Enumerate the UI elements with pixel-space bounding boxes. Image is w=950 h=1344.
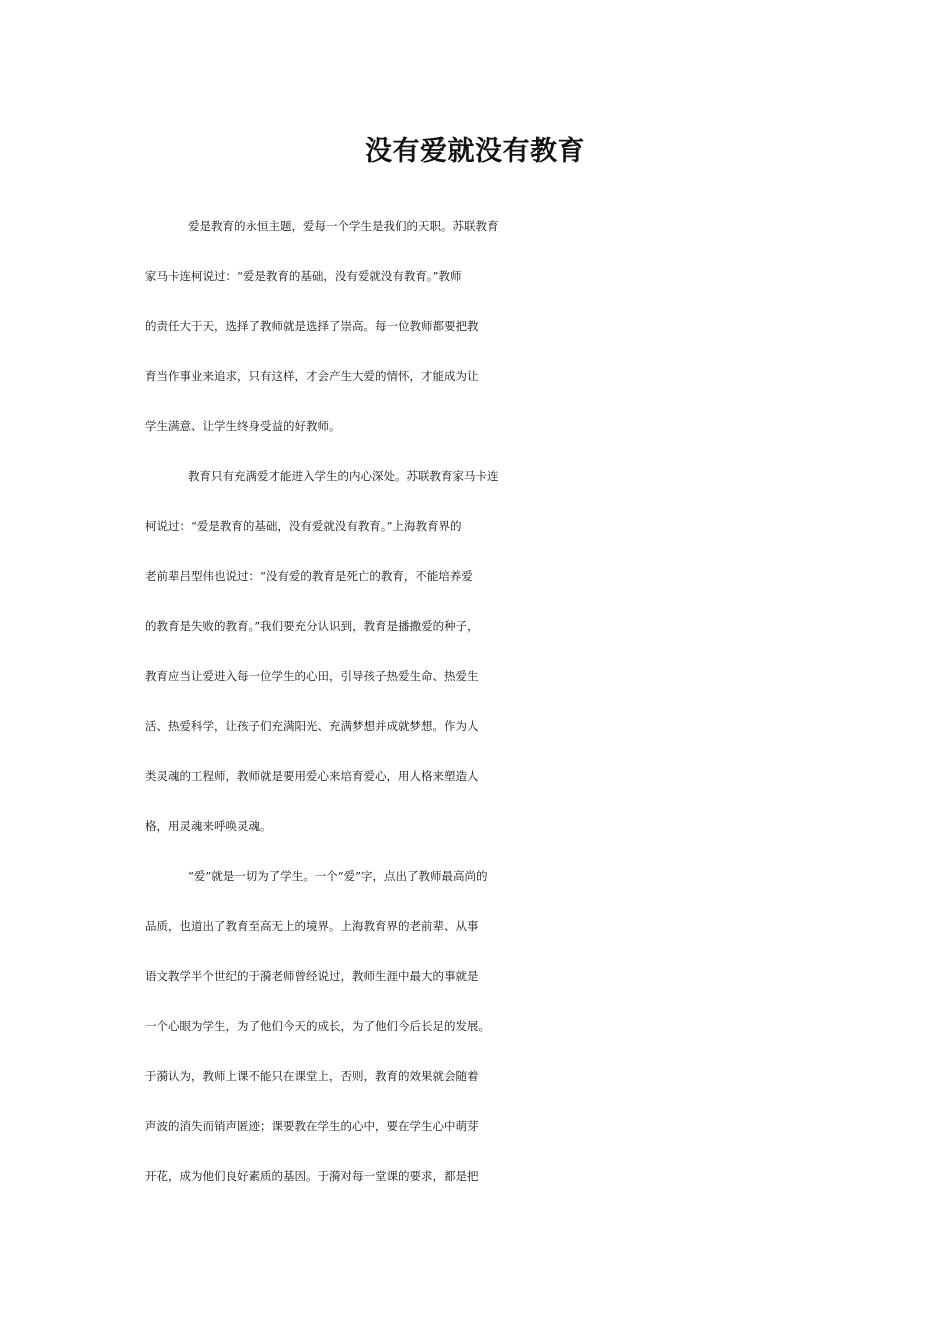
paragraph-line: 格，用灵魂来呼唤灵魂。: [145, 819, 272, 833]
paragraph-line: 的教育是失败的教育。”我们要充分认识到，教育是播撒爱的种子，: [145, 619, 479, 633]
document-title: 没有爱就没有教育: [365, 136, 585, 167]
paragraph-line: 柯说过：“爱是教育的基础，没有爱就没有教育。”上海教育界的: [145, 519, 462, 533]
paragraph-line: 类灵魂的工程师，教师就是要用爱心来培育爱心，用人格来塑造人: [145, 769, 479, 783]
paragraph-line: 育当作事业来追求，只有这样，才会产生大爱的情怀，才能成为让: [145, 369, 479, 383]
paragraph-first-line: 教育只有充满爱才能进入学生的内心深处。苏联教育家马卡连: [188, 469, 499, 483]
paragraph-line: 一个心眼为学生，为了他们今天的成长，为了他们今后长足的发展。: [145, 1019, 490, 1033]
paragraph-line: 教育应当让爱进入每一位学生的心田，引导孩子热爱生命、热爱生: [145, 669, 479, 683]
paragraph-first-line: 爱是教育的永恒主题，爱每一个学生是我们的天职。苏联教育: [188, 219, 499, 233]
paragraph-first-line: “爱”就是一切为了学生。一个“爱”字，点出了教师最高尚的: [188, 869, 488, 883]
paragraph-line: 学生满意、让学生终身受益的好教师。: [145, 419, 341, 433]
paragraph-line: 声波的消失而销声匿迹；课要教在学生的心中，要在学生心中萌芽: [145, 1119, 479, 1133]
document-body: [145, 203, 815, 1203]
paragraph-line: 活、热爱科学，让孩子们充满阳光、充满梦想并成就梦想。作为人: [145, 719, 479, 733]
paragraph-line: 的责任大于天，选择了教师就是选择了崇高。每一位教师都要把教: [145, 319, 479, 333]
paragraph-line: 语文教学半个世纪的于漪老师曾经说过，教师生涯中最大的事就是: [145, 969, 479, 983]
paragraph-line: 于漪认为，教师上课不能只在课堂上，否则，教育的效果就会随着: [145, 1069, 479, 1083]
paragraph-line: 老前辈吕型伟也说过：“没有爱的教育是死亡的教育，不能培养爱: [145, 569, 473, 583]
paragraph-line: 家马卡连柯说过：“爱是教育的基础，没有爱就没有教育。”教师: [145, 269, 462, 283]
paragraph-line: 品质，也道出了教育至高无上的境界。上海教育界的老前辈、从事: [145, 919, 479, 933]
paragraph-line: 开花，成为他们良好素质的基因。于漪对每一堂课的要求，都是把: [145, 1169, 479, 1183]
